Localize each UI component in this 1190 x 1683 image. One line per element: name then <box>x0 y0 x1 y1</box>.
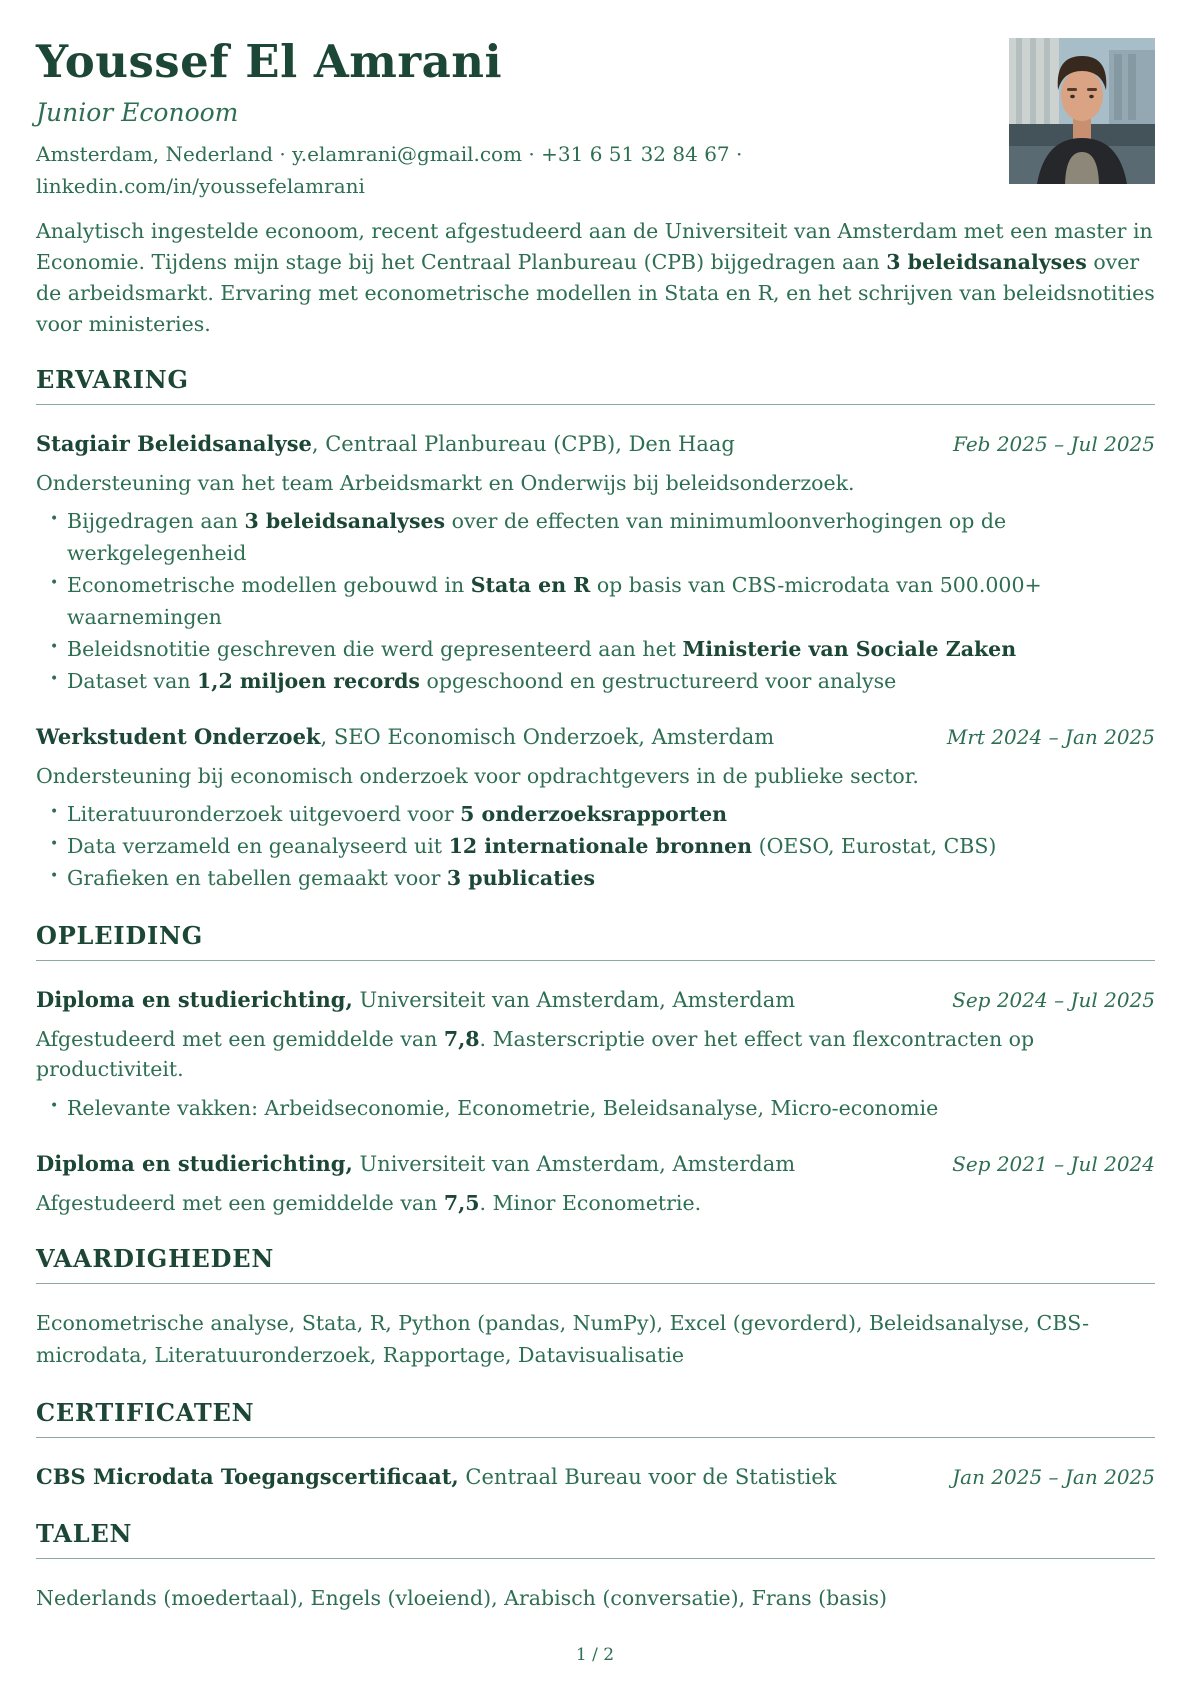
profile-photo-illustration <box>1009 38 1155 184</box>
bullet-list <box>36 799 1155 895</box>
bullet-item <box>67 634 1155 666</box>
bullet-list <box>36 1093 1155 1125</box>
entry-title <box>36 1149 795 1179</box>
contact-info: Amsterdam, Nederland · y.elamrani@gmail.com · +31 6 51 32 84 67 · linkedin.com/in/youssefelamrani <box>36 142 743 199</box>
section-certificates <box>36 1398 1155 1492</box>
entry-head <box>36 1149 1155 1179</box>
section-heading-certificates: CERTIFICATEN <box>36 1398 1155 1438</box>
certificate-entry <box>36 1462 1155 1492</box>
description-run: Afgestudeerd met een gemiddelde van <box>36 1026 444 1051</box>
description-bold-run: 7,8 <box>443 1026 480 1051</box>
bullet-item <box>67 666 1155 698</box>
education-entry <box>36 1149 1155 1218</box>
description-run: Afgestudeerd met een gemiddelde van <box>36 1190 444 1215</box>
entry-head <box>36 429 1155 459</box>
section-heading-education: OPLEIDING <box>36 921 1155 961</box>
entry-description: Ondersteuning bij economisch onderzoek voor opdrachtgevers in de publieke sector. <box>36 763 919 788</box>
bullet-run: op basis van CBS-microdata van 500.000+ waarnemingen <box>67 573 1042 630</box>
bullet-bold-run: 3 beleidsanalyses <box>244 509 446 534</box>
page-number: 1 / 2 <box>575 1645 615 1665</box>
section-heading-experience: ERVARING <box>36 365 1155 405</box>
section-skills <box>36 1244 1155 1372</box>
bullet-run: over de effecten van minimumloonverhogingen op de werkgelegenheid <box>67 509 1007 566</box>
bullet-run: Grafieken en tabellen gemaakt voor <box>67 866 447 891</box>
experience-entry <box>36 722 1155 895</box>
languages-text: Nederlands (moedertaal), Engels (vloeiend), Arabisch (conversatie), Frans (basis) <box>36 1585 888 1610</box>
entry-date: Sep 2021 – Jul 2024 <box>952 1152 1155 1177</box>
entry-head <box>36 722 1155 752</box>
education-entry <box>36 985 1155 1125</box>
bullet-item <box>67 863 1155 895</box>
bullet-bold-run: 1,2 miljoen records <box>197 669 420 694</box>
description-bold-run: 7,5 <box>443 1190 480 1215</box>
bullet-bold-run: Stata en R <box>470 573 591 598</box>
skills-text: Econometrische analyse, Stata, R, Python (pandas, NumPy), Excel (gevorderd), Beleidsanalyse, CBS-microdata, Literatuuronderzoek, Rapportage, Datavisualisatie <box>36 1311 1090 1368</box>
entry-head <box>36 985 1155 1015</box>
summary-text <box>36 216 1155 339</box>
certificate-title: CBS Microdata Toegangscertificaat, <box>36 1464 459 1490</box>
bullet-bold-run: 3 publicaties <box>446 866 596 891</box>
entry-description: Ondersteuning van het team Arbeidsmarkt en Onderwijs bij beleidsonderzoek. <box>36 470 855 495</box>
bullet-run: opgeschoond en gestructureerd voor analyse <box>419 669 897 694</box>
job-company: , SEO Economisch Onderzoek, Amsterdam <box>320 725 775 750</box>
entry-description <box>36 1024 1155 1086</box>
description-run: . Masterscriptie over het effect van flexcontracten op productiviteit. <box>36 1026 1035 1082</box>
bullet-run: Econometrische modellen gebouwd in <box>67 573 471 598</box>
bullet-item <box>67 799 1155 831</box>
bullet-run: Dataset van <box>67 669 198 694</box>
job-title: Stagiair Beleidsanalyse <box>36 431 312 457</box>
degree-title: Diploma en studierichting, <box>36 1151 353 1177</box>
bullet-item <box>67 570 1155 634</box>
entry-title <box>36 429 735 459</box>
entry-description <box>36 1188 1155 1219</box>
section-heading-languages: TALEN <box>36 1519 1155 1559</box>
section-experience <box>36 365 1155 895</box>
summary-run: Analytisch ingestelde econoom, recent afgestudeerd aan de Universiteit van Amsterdam met een master in Economie. Tijdens mijn stage bij het Centraal Planbureau (CPB) bijgedragen aan <box>36 219 1153 274</box>
header-text <box>36 35 936 202</box>
entry-date: Feb 2025 – Jul 2025 <box>953 432 1155 457</box>
degree-school: Universiteit van Amsterdam, Amsterdam <box>352 1152 796 1177</box>
bullet-item <box>67 506 1155 570</box>
entry-title <box>36 1462 837 1492</box>
entry-date: Mrt 2024 – Jan 2025 <box>946 725 1155 750</box>
experience-entry <box>36 429 1155 698</box>
summary-bold-run: 3 beleidsanalyses <box>886 250 1087 274</box>
profile-photo <box>1009 38 1155 184</box>
entry-title <box>36 985 795 1015</box>
certificate-issuer: Centraal Bureau voor de Statistiek <box>458 1465 837 1490</box>
bullet-run: Data verzameld en geanalyseerd uit <box>67 834 449 859</box>
section-education <box>36 921 1155 1218</box>
summary-run: over de arbeidsmarkt. Ervaring met econometrische modellen in Stata en R, en het schrijven van beleidsnotities voor ministeries. <box>36 250 1155 336</box>
bullet-item: • Relevante vakken: Arbeidseconomie, Econometrie, Beleidsanalyse, Micro-economie <box>67 1093 1155 1125</box>
job-company: , Centraal Planbureau (CPB), Den Haag <box>311 432 735 457</box>
degree-title: Diploma en studierichting, <box>36 987 353 1013</box>
bullet-run: (OESO, Eurostat, CBS) <box>752 834 997 859</box>
person-role: Junior Econoom <box>36 98 239 128</box>
degree-school: Universiteit van Amsterdam, Amsterdam <box>352 988 796 1013</box>
job-title: Werkstudent Onderzoek <box>36 724 321 750</box>
section-heading-skills: VAARDIGHEDEN <box>36 1244 1155 1284</box>
bullet-bold-run: Ministerie van Sociale Zaken <box>682 637 1017 662</box>
person-name: Youssef El Amrani <box>36 35 503 88</box>
section-languages <box>36 1519 1155 1615</box>
description-run: . Minor Econometrie. <box>479 1190 702 1215</box>
entry-date: Jan 2025 – Jan 2025 <box>952 1465 1155 1490</box>
bullet-run: Literatuuronderzoek uitgevoerd voor <box>67 802 461 827</box>
entry-title <box>36 722 774 752</box>
bullet-bold-run: 12 internationale bronnen <box>448 834 753 859</box>
bullet-item <box>67 831 1155 863</box>
bullet-bold-run: 5 onderzoeksrapporten <box>460 802 728 827</box>
header <box>36 35 1155 202</box>
entry-head <box>36 1462 1155 1492</box>
entry-date: Sep 2024 – Jul 2025 <box>952 988 1155 1013</box>
bullet-list <box>36 506 1155 698</box>
bullet-run: Bijgedragen aan <box>67 509 245 534</box>
bullet-run: Beleidsnotitie geschreven die werd gepresenteerd aan het <box>67 637 683 662</box>
